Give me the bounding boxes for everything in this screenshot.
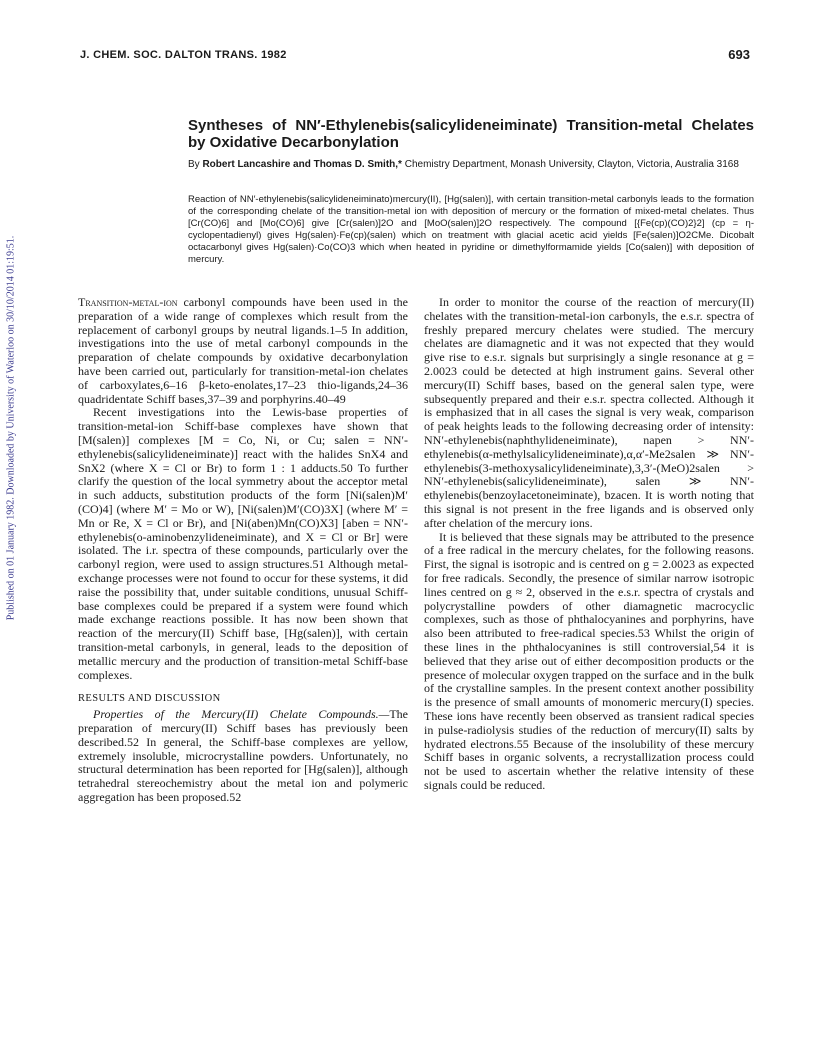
byline bbox=[188, 158, 754, 171]
subsection-heading: Properties of the Mercury(II) Chelate Compounds.— bbox=[93, 707, 390, 722]
download-watermark bbox=[2, 198, 20, 658]
abstract: Reaction of NN′-ethylenebis(salicylideneiminato)mercury(II), [Hg(salen)], with certain transition-metal carbonyls leads to the formation of the corresponding chelate of the transition-metal ion with deposition of mercury or the formation of mixed-metal chelates. Thus [Cr(CO)6] and [Mo(CO)6] give [Cr(salen)]2O and [MoO(salen)]2O respectively. The compound [{Fe(cp)(CO)2}2] (cp = η-cyclopentadienyl) gives Hg(salen)·Fe(cp)(salen) which on treatment with glacial acetic acid yields [Fe(salen)]O2CMe. Dicobalt octacarbonyl gives Hg(salen)·Co(CO)3 which when heated in pyridine or dimethylformamide yields [Co(salen)] with deposition of mercury. bbox=[188, 194, 754, 265]
section-heading: RESULTS AND DISCUSSION bbox=[78, 693, 221, 705]
download-watermark-text[interactable]: Published on 01 January 1982. Downloaded by University of Waterloo on 30/10/2014 01:19:51. bbox=[5, 235, 17, 621]
page-number: 693 bbox=[728, 47, 750, 62]
author-names: Robert Lancashire and Thomas D. Smith,* bbox=[202, 159, 402, 170]
paragraph bbox=[78, 296, 408, 406]
paragraph: It is believed that these signals may be attributed to the presence of a free radical in the mercury chelates, for the following reasons. First, the signal is isotropic and is centred on g = 2.0023 as expected for free radicals. Secondly, the presence of similar narrow isotropic lines centred on g ≈ 2, observed in the e.s.r. spectra of crystals and polycrystalline powders of other diamagnetic macrocyclic complexes, such as those of phthalocyanines and porphyrins, have also been attributed to free-radical species.53 Whilst the origin of these lines in the phthalocyanines is still controversial,54 it is believed that they arise out of either decomposition products or the presence of molecular oxygen trapped on the surface and in the bulk of the crystalline samples. In the present context another possibility is the presence of small amounts of monomeric mercury(I) species. These ions have recently been observed as transient radical species in pulse-radiolysis studies of the reduction of mercury(II) salts by hydrated electrons.55 Because of the insolubility of these mercury Schiff bases in organic solvents, a recrystallization process could not be used to ascertain whether the relative intensity of these signals could be reduced. bbox=[424, 529, 754, 792]
author-affiliation: Chemistry Department, Monash University, Clayton, Victoria, Australia 3168 bbox=[404, 159, 739, 170]
body-column-right bbox=[424, 296, 754, 793]
paragraph-lead: Transition-metal-ion bbox=[78, 295, 178, 309]
paragraph-text: The preparation of mercury(II) Schiff bases has previously been described.52 In general, the Schiff-base complexes are yellow, extremely insoluble, microcrystalline powders. Unfortunately, no structural determination has been reported for [Hg(salen)], although tetrahedral stereochemistry about the metal ion and polymeric aggregation has been proposed.52 bbox=[78, 707, 408, 804]
byline-prefix: By bbox=[188, 159, 200, 170]
paragraph-text: carbonyl compounds have been used in the preparation of a wide range of complexes which result from the replacement of carbonyl groups by neutral ligands.1–5 In addition, investigations into the use of metal carbonyl compounds in the preparation of chelate compounds by oxidative decarbonylation have been carried out, particularly for transition-metal-ion chelates of carboxylates,6–16 β-keto-enolates,17–23 thio-ligands,24–36 quadridentate Schiff bases,37–39 and porphyrins.40–49 bbox=[78, 295, 408, 406]
article-title: Syntheses of NN′-Ethylenebis(salicylideneiminate) Transition-metal Chelates by Oxidative Decarbonylation bbox=[188, 117, 754, 151]
paragraph bbox=[78, 708, 408, 805]
paragraph: In order to monitor the course of the reaction of mercury(II) chelates with the transition-metal-ion carbonyls, the e.s.r. spectra of freshly prepared mercury chelates were studied. The mercury chelates are diamagnetic and it was not expected that they would give rise to e.s.r. signals but surprisingly a single resonance at g = 2.0023 could be detected at high instrument gains. Several other mercury(II) Schiff bases, based on the general salen type, were subsequently prepared and their e.s.r. spectra collected. Although it is emphasized that in all cases the signal is very weak, comparison of peak heights leads to the following decreasing order of intensity: NN′-ethylenebis(naphthylideneiminate), napen > NN′-ethylenebis(α-methylsalicylideneiminate),α,α′-Me2salen ≫ NN′-ethylenebis(3-methoxysalicylideneiminate),3,3′-(MeO)2salen > NN′-ethylenebis(salicylideneiminate), salen ≫ NN′-ethylenebis(benzoylacetoneiminate), bzacen. It is worth noting that this signal is not present in the free ligands and is observed only after chelation of the mercury ions. bbox=[424, 295, 754, 530]
paragraph: Recent investigations into the Lewis-base properties of transition-metal-ion Schiff-base complexes have shown that [M(salen)] complexes [M = Co, Ni, or Cu; salen = NN′-ethylenebis(salicylideneiminate)] react with the halides SnX4 and SnX2 (where X = Cl or Br) to form 1 : 1 adducts.50 To further clarify the question of the local symmetry about the acceptor metal in such adducts, substitution products of the form [Ni(salen)M′(CO)4] (where M′ = Mo or W), [Ni(salen)M′(CO)3X] (where M′ = Mn or Re, X = Cl or Br), and [Ni(aben)Mn(CO)X3] [aben = NN′-ethylenebis(o-aminobenzylideneiminate), and X = Cl or Br] were isolated. The i.r. spectra of these compounds, particularly over the carbonyl region, were used to assign structures.51 Although metal-exchange processes were not found to occur for these systems, it did raise the possibility that, under suitable conditions, unusual Schiff-base complexes could be prepared if a system were found which made exchange reactions possible. It has now been shown that reaction of the mercury(II) Schiff base, [Hg(salen)], with certain transition-metal carbonyls, in general, leads to the deposition of metallic mercury and the production of transition-metal Schiff-base complexes. bbox=[78, 405, 408, 682]
journal-citation: J. CHEM. SOC. DALTON TRANS. 1982 bbox=[80, 49, 287, 61]
body-column-left bbox=[78, 296, 408, 805]
